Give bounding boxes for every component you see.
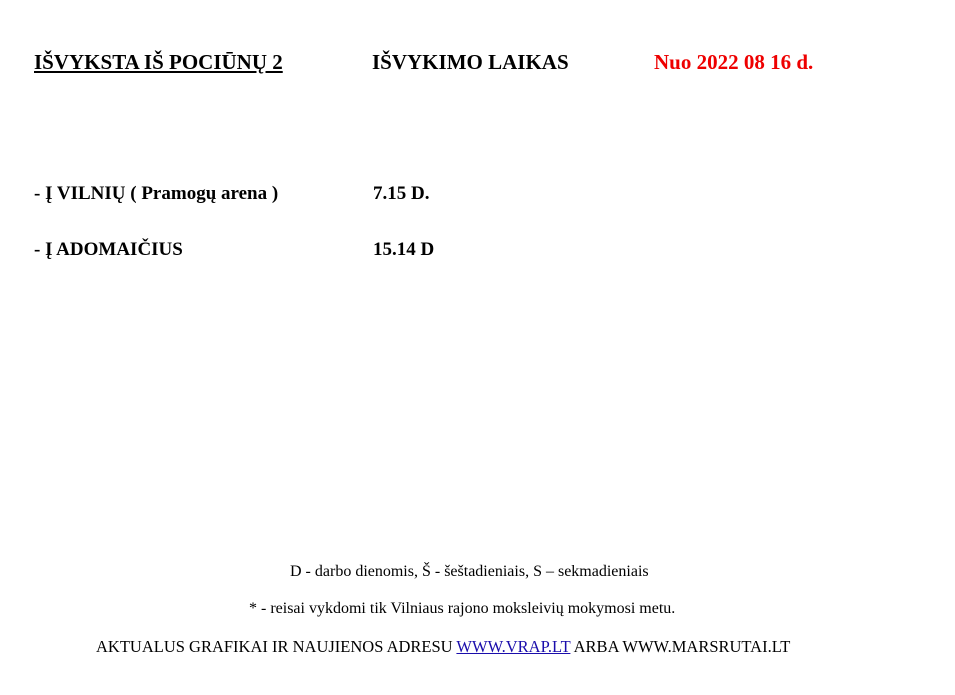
- links-note: [96, 638, 790, 656]
- valid-from-date: Nuo 2022 08 16 d.: [654, 50, 814, 74]
- vrap-link[interactable]: WWW.VRAP.LT: [456, 637, 571, 656]
- school-trips-note: * - reisai vykdomi tik Vilniaus rajono moksleivių mokymosi metu.: [249, 600, 676, 617]
- links-note-prefix: AKTUALUS GRAFIKAI IR NAUJIENOS ADRESU: [96, 637, 457, 656]
- route-departure-time: 7.15 D.: [373, 183, 430, 204]
- day-legend-note: D - darbo dienomis, Š - šeštadieniais, S – sekmadieniais: [290, 563, 649, 580]
- station-heading: IŠVYKSTA IŠ POCIŪNŲ 2: [34, 50, 283, 74]
- links-note-middle: ARBA: [570, 637, 623, 656]
- route-departure-time: 15.14 D: [373, 239, 435, 260]
- route-destination: - Į VILNIŲ ( Pramogų arena ): [34, 183, 279, 204]
- route-destination: - Į ADOMAIČIUS: [34, 239, 183, 260]
- departure-time-heading: IŠVYKIMO LAIKAS: [372, 50, 569, 74]
- marsrutai-text: WWW.MARSRUTAI.LT: [622, 637, 791, 656]
